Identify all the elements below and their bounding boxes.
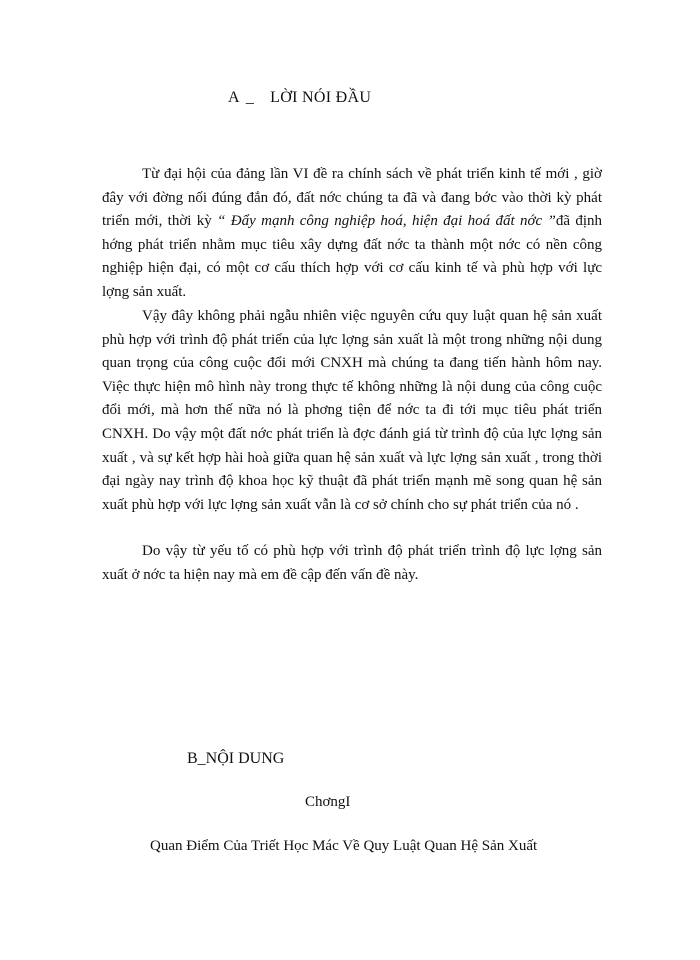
section-a-heading xyxy=(228,89,371,107)
paragraph-1-quote: “ Đẩy mạnh công nghiệp hoá, hiện đại hoá đất nớc ” xyxy=(217,213,556,230)
paragraph-1 xyxy=(102,163,602,305)
paragraph-1-after: đã định hớng phát triển nhằm mục tiêu xây dựng đất nớc ta thành một nớc có nền công nghiệp hiện đại, có một cơ cấu thích hợp với cơ cấu kinh tế và phù hợp với lực lợng sản xuất. xyxy=(102,213,602,300)
section-a-letter: A xyxy=(228,89,240,106)
section-a-separator: _ xyxy=(245,89,255,106)
paragraph-1-before: Từ đại hội của đảng lần VI đề ra chính sách về phát triển kinh tế mới , giờ đây với đờng nối đúng đắn đó, đất nớc chúng ta đã và đang bớc vào thời kỳ phát triển mới, thời kỳ xyxy=(102,166,602,230)
chapter-label: ChơngI xyxy=(305,794,351,810)
chapter-title: Quan Điểm Của Triết Học Mác Về Quy Luật Quan Hệ Sản Xuất xyxy=(150,838,538,854)
section-a-title: LỜI NÓI ĐẦU xyxy=(270,89,372,106)
paragraph-3: Do vậy từ yếu tố có phù hợp với trình độ phát triển trình độ lực lợng sản xuất ở nớc ta hiện nay mà em đề cập đến vấn đề này. xyxy=(102,543,602,583)
paragraph-2: Vậy đây không phải ngẫu nhiên việc nguyên cứu quy luật quan hệ sản xuất phù hợp với trình độ phát triển của lực lợng sản xuất là một trong những nội dung quan trọng của công cuộc đổi mới CNXH mà chúng ta đang tiến hành hôm nay. Việc thực hiện mô hình này trong thực tế không những là nội dung của công cuộc đổi mới, mà hơn thế nữa nó là phơng tiện để nớc ta đi tới mục tiêu phát triển CNXH. Do vậy một đất nớc phát triển là đợc đánh giá từ trình độ của lực lợng sản xuất , và sự kết hợp hài hoà giữa quan hệ sản xuất và lực lợng sản xuất , trong thời đại ngày nay trình độ khoa học kỹ thuật đã phát triển mạnh mẽ song quan hệ sản xuất phù hợp với lực lợng sản xuất vẫn là cơ sở chính cho sự phát triển của nó . xyxy=(102,308,602,513)
section-b-heading: B_NỘI DUNG xyxy=(187,750,285,767)
